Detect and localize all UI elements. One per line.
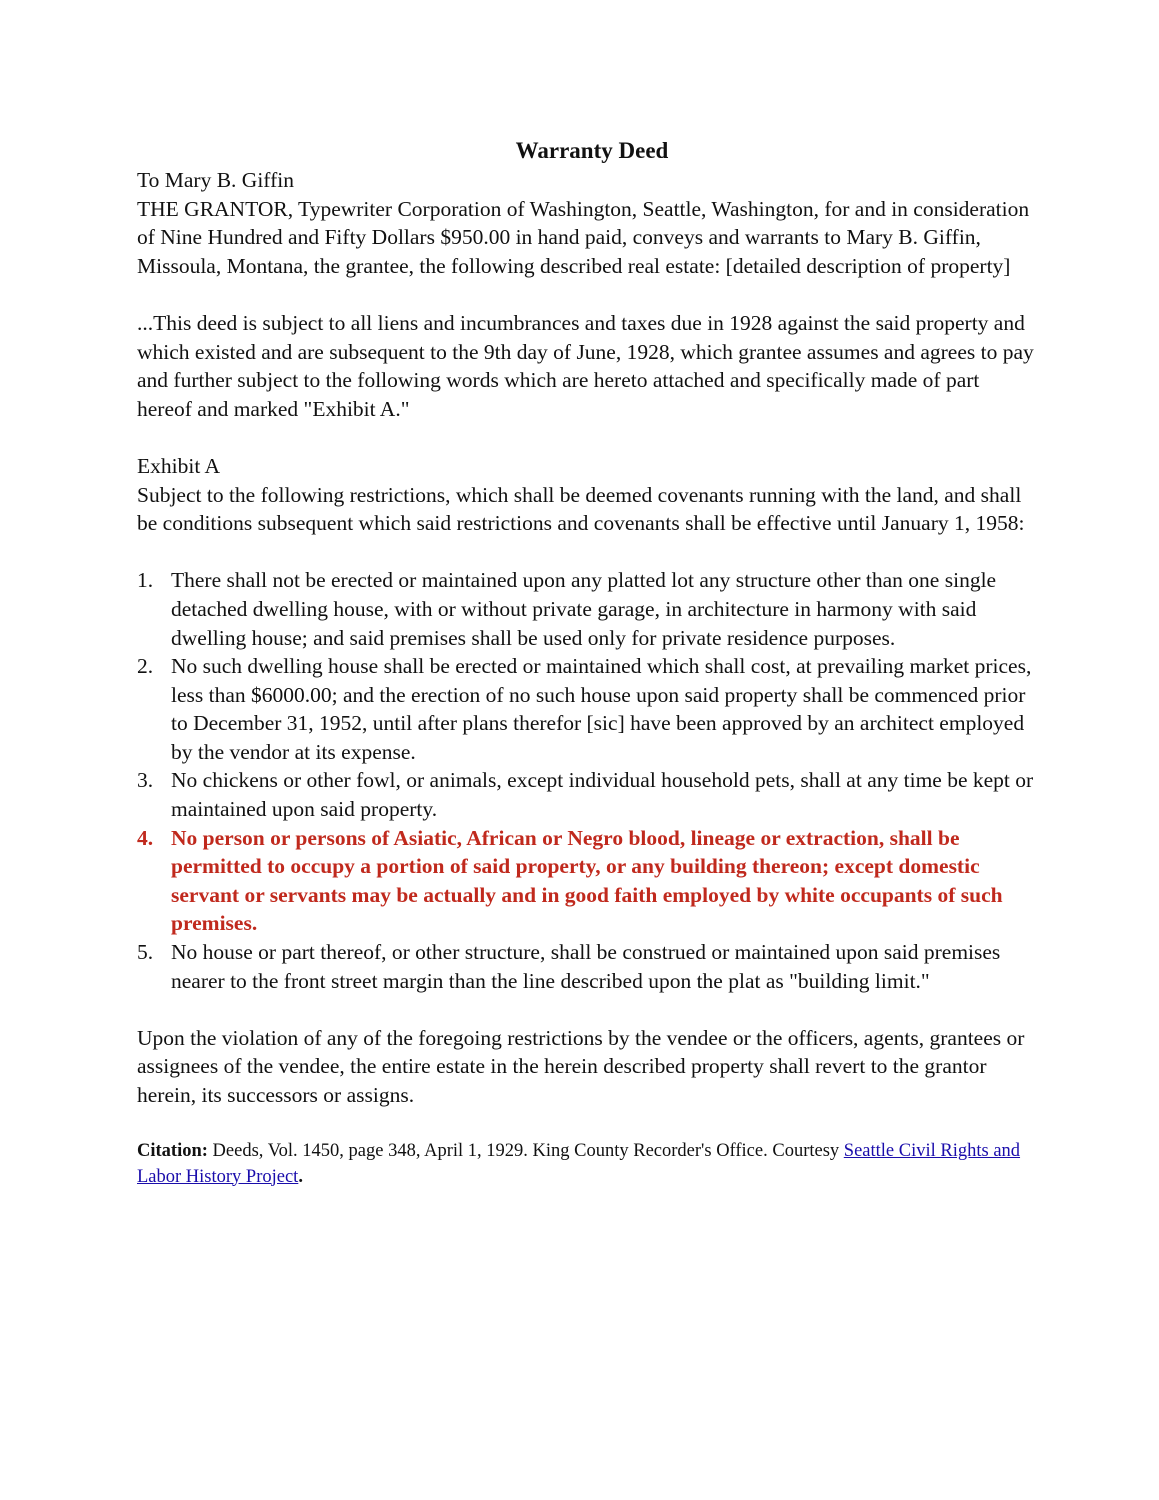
spacer bbox=[137, 995, 1037, 1024]
spacer bbox=[137, 423, 1037, 452]
restriction-number: 5. bbox=[137, 940, 154, 965]
intro-paragraph: THE GRANTOR, Typewriter Corporation of Washington, Seattle, Washington, for and in consideration of Nine Hundred and Fifty Dollars $950.00 in hand paid, conveys and warrants to Mary B. Giffin, Missoula, Montana, the grantee, the following described real estate: [detailed description of property] bbox=[137, 196, 1030, 278]
restriction-item-2 bbox=[137, 652, 1037, 766]
restriction-number: 4. bbox=[137, 825, 154, 850]
reversion-paragraph: Upon the violation of any of the foregoing restrictions by the vendee or the officers, agents, grantees or assignees of the vendee, the entire estate in the herein described property shall revert to the grantor herein, its successors or assigns. bbox=[137, 1025, 1025, 1107]
spacer bbox=[137, 1110, 1037, 1128]
document-page bbox=[137, 136, 1037, 1190]
citation-end: . bbox=[298, 1166, 303, 1187]
restriction-item-5 bbox=[137, 938, 1037, 995]
spacer bbox=[137, 280, 1037, 309]
restriction-item-4-highlighted bbox=[137, 824, 1037, 938]
citation-link[interactable]: Seattle Civil Rights and Labor History Project bbox=[137, 1140, 1021, 1187]
citation bbox=[137, 1138, 1037, 1190]
restriction-text: No chickens or other fowl, or animals, except individual household pets, shall at any time be kept or maintained upon said property. bbox=[171, 768, 1034, 822]
restriction-text: No such dwelling house shall be erected or maintained which shall cost, at prevailing market prices, less than $6000.00; and the erection of no such house upon said property shall be commenced prior to December 31, 1952, until after plans therefor [sic] have been approved by an architect employed by the vendor at its expense. bbox=[171, 654, 1032, 764]
restriction-text: No person or persons of Asiatic, African or Negro blood, lineage or extraction, shall be permitted to occupy a portion of said property, or any building thereon; except domestic servant or servants may be actually and in good faith employed by white occupants of such premises. bbox=[171, 825, 1003, 936]
document-title: Warranty Deed bbox=[515, 138, 669, 163]
restriction-item-1 bbox=[137, 566, 1037, 652]
restriction-number: 1. bbox=[137, 568, 154, 593]
citation-text: Deeds, Vol. 1450, page 348, April 1, 1929. King County Recorder's Office. Courtesy bbox=[207, 1140, 844, 1161]
restrictions-list bbox=[137, 566, 1037, 995]
restriction-text: No house or part thereof, or other structure, shall be construed or maintained upon said premises nearer to the front street margin than the line described upon the plat as "building limit." bbox=[171, 940, 1001, 993]
exhibit-heading: Exhibit A bbox=[137, 453, 221, 478]
restriction-number: 3. bbox=[137, 768, 154, 793]
spacer bbox=[137, 538, 1037, 567]
restriction-number: 2. bbox=[137, 654, 154, 679]
subject-paragraph: ...This deed is subject to all liens and incumbrances and taxes due in 1928 against the said property and which existed and are subsequent to the 9th day of June, 1928, which grantee assumes and agrees to pay and further subject to the following words which are hereto attached and specifically made of part hereof and marked "Exhibit A." bbox=[137, 310, 1034, 421]
exhibit-intro: Subject to the following restrictions, which shall be deemed covenants running with the land, and shall be conditions subsequent which said restrictions and covenants shall be effective until January 1, 1958: bbox=[137, 482, 1025, 536]
to-line: To Mary B. Giffin bbox=[137, 168, 294, 192]
restriction-item-3 bbox=[137, 766, 1037, 823]
restriction-text: There shall not be erected or maintained upon any platted lot any structure other than one single detached dwelling house, with or without private garage, in architecture in harmony with said dwelling house; and said premises shall be used only for private residence purposes. bbox=[171, 568, 997, 650]
citation-label: Citation: bbox=[137, 1140, 208, 1161]
